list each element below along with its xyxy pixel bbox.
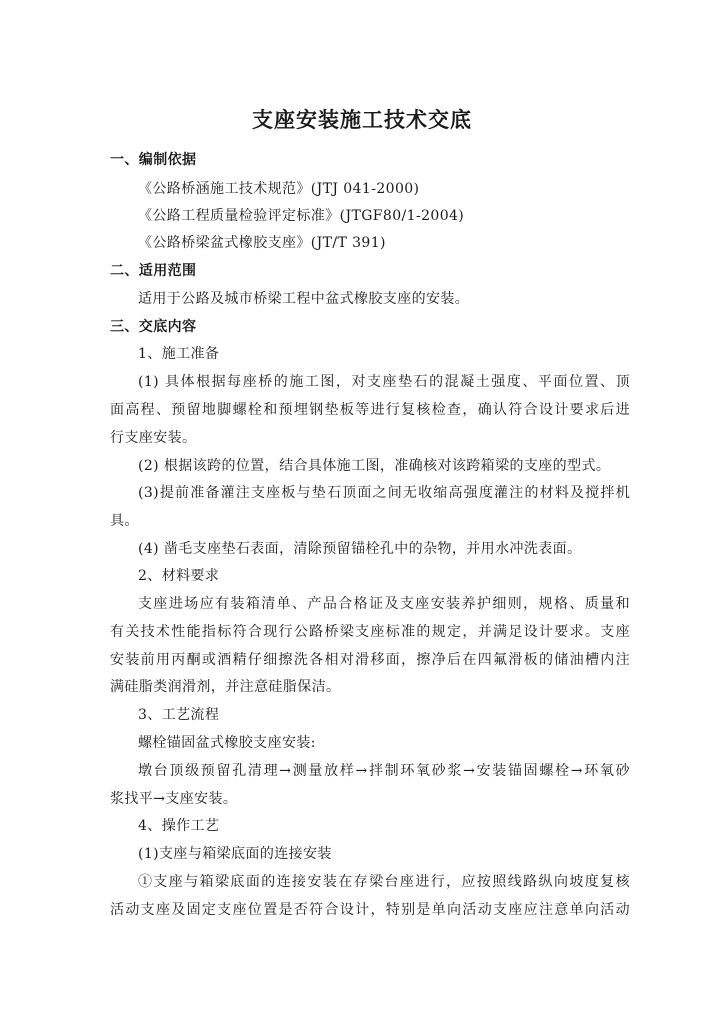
reference-item: 《公路桥梁盆式橡胶支座》(JT/T 391) — [138, 235, 386, 251]
subsection-heading: 3、工艺流程 — [138, 707, 220, 723]
paragraph-line: 支座进场应有装箱清单、产品合格证及支座安装养护细则，规格、质量和 — [138, 596, 630, 612]
page-title: 支座安装施工技术交底 — [252, 107, 472, 132]
paragraph-line: 墩台顶级预留孔清理→测量放样→拌制环氧砂浆→安装锚固螺栓→环氧砂 — [138, 763, 630, 779]
section-heading-content: 三、交底内容 — [110, 319, 197, 335]
section-heading-scope: 二、适用范围 — [110, 263, 197, 279]
paragraph-line: 螺栓锚固盆式橡胶支座安装: — [138, 735, 316, 751]
paragraph-line: (2) 根据该跨的位置，结合具体施工图，准确核对该跨箱梁的支座的型式。 — [138, 458, 611, 474]
subsection-heading: 4、操作工艺 — [138, 818, 220, 834]
paragraph-line: 浆找平→支座安装。 — [110, 791, 238, 807]
paragraph-line: 适用于公路及城市桥梁工程中盆式橡胶支座的安装。 — [138, 291, 470, 307]
reference-item: 《公路桥涵施工技术规范》(JTJ 041-2000) — [138, 181, 420, 197]
paragraph-line: 活动支座及固定支座位置是否符合设计，特别是单向活动支座应注意单向活动 — [110, 902, 630, 918]
paragraph-line: 具。 — [110, 513, 139, 529]
subsection-heading: 2、材料要求 — [138, 568, 220, 584]
paragraph-line: 行支座安装。 — [110, 430, 197, 446]
reference-item: 《公路工程质量检验评定标准》(JTGF80/1-2004) — [138, 208, 465, 224]
paragraph-line: 安装前用丙酮或酒精仔细擦洗各相对滑移面，擦净后在四氟滑板的储油槽内注 — [110, 652, 630, 668]
section-heading-basis: 一、编制依据 — [110, 152, 197, 168]
paragraph-line: ①支座与箱梁底面的连接安装在存梁台座进行，应按照线路纵向坡度复核 — [138, 874, 630, 890]
paragraph-line: (1)支座与箱梁底面的连接安装 — [138, 846, 332, 862]
paragraph-line: 有关技术性能指标符合现行公路桥梁支座标准的规定，并满足设计要求。支座 — [110, 624, 630, 640]
paragraph-line: (4) 凿毛支座垫石表面，清除预留锚栓孔中的杂物，并用水冲洗表面。 — [138, 541, 582, 557]
paragraph-line: (1) 具体根据每座桥的施工图，对支座垫石的混凝土强度、平面位置、顶 — [138, 374, 630, 390]
paragraph-line: 满硅脂类润滑剂，并注意硅脂保洁。 — [110, 679, 341, 695]
paragraph-line: (3)提前准备灌注支座板与垫石顶面之间无收缩高强度灌注的材料及搅拌机 — [138, 485, 630, 501]
subsection-heading: 1、施工准备 — [138, 346, 220, 362]
paragraph-line: 面高程、预留地脚螺栓和预埋钢垫板等进行复核检查，确认符合设计要求后进 — [110, 402, 630, 418]
